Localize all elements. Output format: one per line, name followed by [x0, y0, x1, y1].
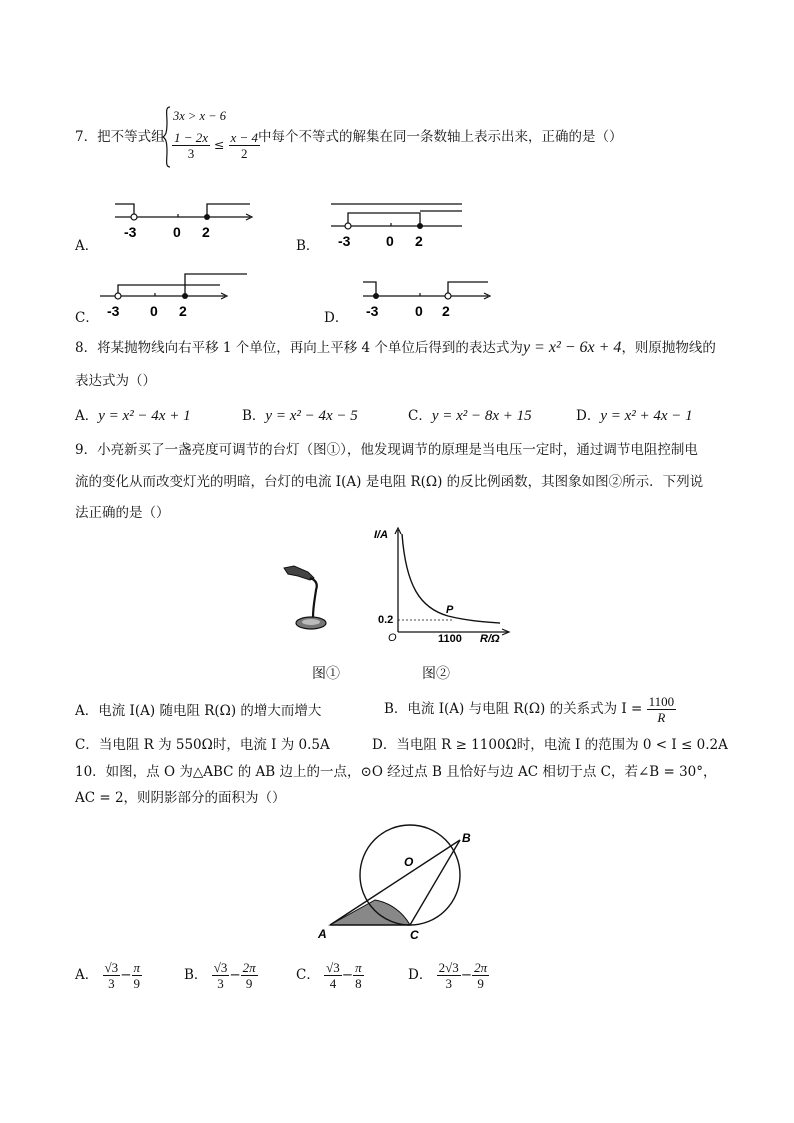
q8-option-b-label: B． [242, 408, 266, 424]
q8-option-d-label: D． [576, 408, 601, 424]
q7-option-b-label[interactable]: B． [296, 238, 320, 254]
q10-label-b: B [462, 831, 471, 845]
q8-line2: 表达式为（） [75, 373, 156, 389]
q10-option-a-d1: 3 [108, 976, 115, 991]
q7-ineq2-num-left: 1 − 2x [174, 130, 209, 145]
q10-option-a-n2: π [133, 960, 141, 975]
q8-line1 [75, 338, 716, 358]
q10-label-c: C [410, 928, 419, 942]
q8-option-c-expr: y = x² − 8x + 15 [431, 408, 532, 424]
q9-graph-origin: O [388, 632, 397, 644]
q9-graph-y-tick: 0.2 [378, 614, 394, 626]
q8-option-d-expr: y = x² + 4x − 1 [600, 408, 693, 424]
q9-option-b-text: B．电流 I(A) 与电阻 R(Ω) 的关系式为 I = [384, 701, 643, 717]
q10-option-d-d1: 3 [445, 976, 452, 991]
q9-graph-point: P [446, 604, 454, 616]
q7-c-tick-2: 2 [179, 303, 187, 319]
q10-option-b-n2: 2π [242, 960, 256, 975]
q10-option-a-label: A． [75, 967, 99, 983]
q9-line2: 流的变化从而改变灯光的明暗，台灯的电流 I(A) 是电阻 R(Ω) 的反比例函数，其图象如图②所示．下列说 [75, 474, 704, 490]
q9-fig1-caption: 图① [312, 666, 340, 682]
q10-line2: AC = 2，则阴影部分的面积为（） [75, 790, 286, 806]
q7-a-tick-2: 2 [202, 224, 210, 240]
q7-a-tick-neg3: -3 [124, 224, 137, 240]
q8-option-d[interactable] [576, 404, 693, 425]
q10-option-d-label: D． [408, 967, 433, 983]
q10-option-a-n1: √3 [104, 960, 119, 975]
q10-option-d-n1: 2√3 [438, 960, 459, 975]
q10-option-d-op: − [460, 967, 473, 983]
q10-option-d-n2: 2π [474, 960, 488, 975]
q9-option-a[interactable]: A．电流 I(A) 随电阻 R(Ω) 的增大而增大 [75, 703, 322, 719]
q9-graph-x-tick: 1100 [438, 633, 462, 645]
q9-graph-y-label: I/A [374, 529, 389, 541]
q9-fig2-caption: 图② [422, 666, 450, 682]
q10-option-b[interactable] [184, 960, 258, 991]
q10-line1: 10．如图，点 O 为△ABC 的 AB 边上的一点，⊙O 经过点 B 且恰好与边 AC 相切于点 C，若∠B = 30°， [75, 764, 717, 780]
q7-option-d-label[interactable]: D． [324, 310, 349, 326]
q8-option-b[interactable] [242, 404, 358, 425]
q10-option-b-n1: √3 [213, 960, 228, 975]
q7-number-line-b [328, 198, 468, 248]
q7-stem [75, 127, 165, 147]
q7-option-a-label[interactable]: A． [75, 238, 99, 254]
q10-option-a-d2: 9 [133, 976, 140, 991]
q7-prefix: 7．把不等式组 [75, 129, 165, 145]
q9-option-b-num: 1100 [648, 694, 675, 709]
q9-graph-x-label: R/Ω [480, 633, 500, 645]
q10-option-b-op: − [229, 967, 241, 983]
q7-d-tick-neg3: -3 [366, 303, 379, 319]
q7-c-tick-neg3: -3 [107, 303, 120, 319]
q8-line1-a: 8．将某抛物线向右平移 1 个单位，再向上平移 4 个单位后得到的表达式为 [75, 340, 523, 356]
q10-option-c[interactable] [296, 960, 364, 991]
q7-ineq2-den-left: 3 [187, 146, 195, 161]
q7-option-c-label[interactable]: C． [75, 310, 99, 326]
q9-line3: 法正确的是（） [75, 505, 170, 521]
q7-ineq1: 3x > x − 6 [173, 109, 226, 123]
q7-suffix: 中每个不等式的解集在同一条数轴上表示出来，正确的是（） [258, 129, 623, 145]
q10-option-b-label: B． [184, 967, 208, 983]
q7-d-tick-0: 0 [415, 303, 423, 319]
q7-d-tick-2: 2 [442, 303, 450, 319]
q10-option-d[interactable] [408, 960, 489, 991]
q10-option-a[interactable] [75, 960, 142, 991]
q10-option-c-d2: 8 [355, 976, 362, 991]
q7-b-tick-2: 2 [415, 233, 423, 248]
q8-option-c[interactable] [408, 404, 532, 425]
q10-option-c-op: − [341, 967, 354, 983]
q10-option-a-op: − [120, 967, 132, 983]
q7-ineq2-num-right: x − 4 [230, 130, 259, 145]
q10-option-b-d1: 3 [217, 976, 224, 991]
q10-geometry-figure [312, 812, 482, 944]
q10-label-o: O [404, 855, 414, 869]
q8-option-c-label: C． [408, 408, 432, 424]
q7-ineq2-den-right: 2 [241, 146, 248, 161]
q10-option-c-n1: √3 [326, 960, 340, 975]
q9-option-b-den: R [657, 710, 666, 725]
q9-line1: 9．小亮新买了一盏亮度可调节的台灯（图①），他发现调节的原理是当电压一定时，通过调节电阻控制电 [75, 442, 698, 458]
q7-c-tick-0: 0 [150, 303, 158, 319]
q10-option-d-d2: 9 [477, 976, 484, 991]
q10-option-b-d2: 9 [245, 976, 253, 991]
q7-number-line-d [358, 274, 498, 320]
q7-b-tick-neg3: -3 [338, 233, 351, 248]
q7-brace [162, 106, 172, 168]
q10-option-c-d1: 4 [329, 976, 337, 991]
q8-expr: y = x² − 6x + 4 [522, 339, 622, 356]
q7-number-line-a [110, 198, 260, 244]
q8-option-b-expr: y = x² − 4x − 5 [265, 408, 358, 424]
q10-option-c-label: C． [296, 967, 320, 983]
q10-option-c-n2: π [355, 960, 362, 975]
q9-option-b[interactable] [384, 694, 676, 725]
q7-b-tick-0: 0 [386, 233, 394, 248]
q9-lamp-figure [280, 560, 340, 636]
q7-number-line-c [95, 268, 255, 320]
q10-label-a: A [318, 927, 327, 941]
q8-line1-b: ，则原抛物线的 [621, 340, 716, 356]
q9-option-c[interactable]: C．当电阻 R 为 550Ω时，电流 I 为 0.5A [75, 737, 330, 753]
q8-option-a-label: A． [75, 408, 99, 424]
q7-ineq2 [172, 130, 260, 161]
q7-ineq2-rel: ≤ [214, 137, 225, 152]
q8-option-a[interactable] [75, 404, 191, 425]
q7-a-tick-0: 0 [173, 224, 181, 240]
q9-option-d[interactable]: D．当电阻 R ≥ 1100Ω时，电流 I 的范围为 0 < I ≤ 0.2A [372, 737, 728, 753]
q8-option-a-expr: y = x² − 4x + 1 [98, 408, 191, 424]
q9-graph-figure [368, 524, 518, 646]
